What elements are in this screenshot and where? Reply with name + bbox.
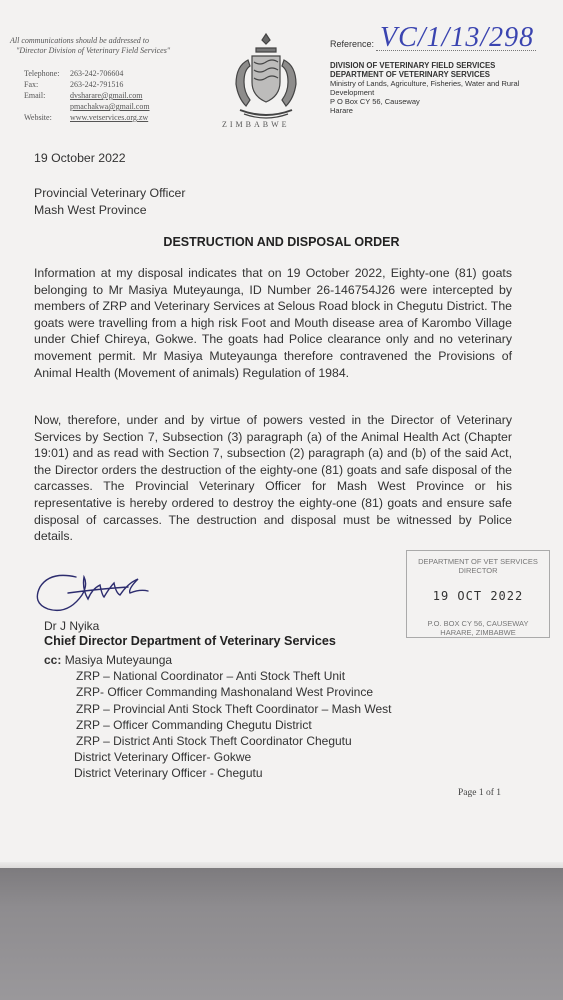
body-paragraph: Information at my disposal indicates that on 19 October 2022, Eighty-one (81) goats belonging to Mr Masiya Muteyaunga, ID Number 26-146754J26 were intercepted by members of ZRP and Veterinary Services at Selous Road block in Chegutu District. The goats were travelling from a high risk Foot and Mouth disease area of Karombo Village under Chief Chireya, Gokwe. The goats had Police clearance only and no veterinary movement permit. Mr Masiya Muteyaunga therefore contravened the Provisions of Animal Health (Movement of animals) Regulation of 1984.	[34, 266, 512, 380]
recipient-address	[34, 185, 186, 218]
stamp-line: P.O. BOX CY 56, CAUSEWAY	[427, 619, 529, 628]
signatory-title: Chief Director Department of Veterinary Services	[44, 634, 336, 648]
handwritten-signature	[28, 563, 178, 625]
organization-block	[330, 61, 560, 115]
cc-first-row	[44, 652, 391, 668]
coat-of-arms-emblem	[218, 26, 314, 126]
city: Harare	[330, 106, 353, 115]
address-note-line: All communications should be addressed to	[10, 36, 150, 45]
body-paragraph: Now, therefore, under and by virtue of powers vested in the Director of Veterinary Services by Section 7, Subsection (3) paragraph (a) of the Animal Health Act (Chapter 19:01) and as read with Section 7, subsection (2) paragraph (a) and (b) of the said Act, the Director orders the destruction of the eighty-one (81) goats and safe disposal of the carcasses. The Provincial Veterinary Officer for Mash West Province or his representative is hereby ordered to destroy the eighty-one (81) goats and ensure safe disposal of carcasses. The destruction and disposal must be witnessed by Police details.	[34, 413, 512, 544]
cc-recipient: ZRP – Officer Commanding Chegutu District	[76, 717, 312, 732]
letter-title: DESTRUCTION AND DISPOSAL ORDER	[163, 235, 400, 249]
page-number: Page 1 of 1	[458, 788, 502, 798]
department-name: DEPARTMENT OF VETERINARY SERVICES	[330, 70, 491, 79]
letter-date: 19 October 2022	[34, 151, 126, 165]
background-surface	[0, 868, 563, 1000]
country-name: ZIMBABWE	[222, 120, 290, 129]
ministry-name: Ministry of Lands, Agriculture, Fisheries, Water and Rural Development	[330, 79, 520, 97]
stamp-date: 19 OCT 2022	[432, 589, 524, 603]
cc-recipient: ZRP – Provincial Anti Stock Theft Coordinator – Mash West	[76, 701, 392, 716]
stamp-line: DEPARTMENT OF VET SERVICES	[418, 557, 538, 566]
po-box: P O Box CY 56, Causeway	[330, 97, 420, 106]
signatory-name: Dr J Nyika	[44, 619, 100, 633]
signatory-block	[44, 619, 336, 649]
contact-row: Telephone: 263-242-706604	[24, 69, 124, 78]
cc-recipient: District Veterinary Officer - Chegutu	[74, 766, 263, 781]
reference-number: VC/1/13/298	[380, 22, 535, 53]
cc-list	[44, 652, 391, 782]
cc-recipient: ZRP – National Coordinator – Anti Stock Theft Unit	[76, 669, 346, 684]
stamp-line: DIRECTOR	[458, 566, 498, 575]
cc-recipient: ZRP – District Anti Stock Theft Coordinator Chegutu	[76, 734, 352, 749]
recipient-line: Provincial Veterinary Officer	[34, 186, 186, 200]
contact-block	[24, 68, 150, 123]
cc-recipient: ZRP- Officer Commanding Mashonaland West Province	[76, 685, 374, 700]
cc-recipient: Masiya Muteyaunga	[64, 653, 173, 667]
contact-row: pmachakwa@gmail.com	[70, 102, 150, 111]
address-note-line: "Director Division of Veterinary Field Services"	[16, 46, 171, 55]
contact-row: Email: dvsharare@gmail.com	[24, 91, 143, 100]
official-stamp	[406, 550, 550, 638]
division-name: DIVISION OF VETERINARY FIELD SERVICES	[330, 61, 496, 70]
address-note	[10, 36, 170, 56]
reference-underline	[376, 50, 536, 51]
recipient-line: Mash West Province	[34, 202, 147, 217]
contact-row: Website: www.vetservices.org.zw	[24, 113, 149, 122]
stamp-line: HARARE, ZIMBABWE	[440, 628, 516, 637]
reference-label: Reference:	[330, 39, 375, 49]
cc-recipient: District Veterinary Officer- Gokwe	[74, 750, 252, 765]
contact-row: Fax: 263-242-791516	[24, 80, 124, 89]
cc-label: cc:	[44, 653, 62, 667]
